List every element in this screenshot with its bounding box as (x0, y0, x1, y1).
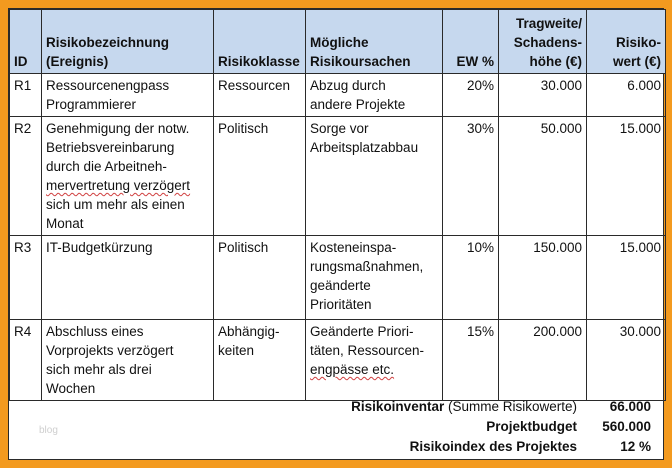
cell-probability: 15% (443, 320, 499, 401)
cell-probability: 20% (443, 74, 499, 117)
cell-id: R3 (10, 236, 42, 320)
summary-row-inventory (9, 397, 663, 417)
cell-impact: 150.000 (499, 236, 587, 320)
cell-probability: 10% (443, 236, 499, 320)
risk-table-sheet (8, 8, 664, 460)
summary-label: Risikoinventar (Summe Risikowerte) (351, 399, 577, 414)
summary-value: 66.000 (609, 399, 651, 414)
cell-id: R4 (10, 320, 42, 401)
table-row (10, 74, 666, 117)
cell-risk-value: 15.000 (587, 117, 666, 236)
summary-label: Risikoindex des Projektes (409, 439, 577, 454)
cell-risk-class: Politisch (214, 117, 306, 236)
cell-causes: Sorge vor Arbeitsplatzabbau (306, 117, 443, 236)
header-row (10, 10, 666, 74)
table-row (10, 117, 666, 236)
cell-risk-class: Politisch (214, 236, 306, 320)
cell-risk-value: 30.000 (587, 320, 666, 401)
cell-risk-name: Abschluss eines Vorprojekts verzögert sich mehr als drei Wochen (42, 320, 214, 401)
col-probability: EW % (443, 10, 499, 74)
cell-risk-name: Ressourcenengpass Programmierer (42, 74, 214, 117)
table-row (10, 320, 666, 401)
col-risk-name: Risikobezeichnung (Ereignis) (42, 10, 214, 74)
summary-block (9, 397, 663, 457)
summary-label: Projektbudget (486, 419, 577, 434)
col-risk-class: Risikoklasse (214, 10, 306, 74)
cell-risk-class: Ressourcen (214, 74, 306, 117)
cell-impact: 30.000 (499, 74, 587, 117)
summary-row-budget (9, 417, 663, 437)
cell-risk-name: Genehmigung der notw. Betriebsvereinbarung durch die Arbeitneh- mervertretung verzögert sich um mehr als einen Monat (42, 117, 214, 236)
cell-risk-class: Abhängig- keiten (214, 320, 306, 401)
cell-risk-value: 15.000 (587, 236, 666, 320)
risk-table (9, 9, 666, 401)
table-row (10, 236, 666, 320)
cell-probability: 30% (443, 117, 499, 236)
cell-id: R1 (10, 74, 42, 117)
col-id: ID (10, 10, 42, 74)
cell-impact: 200.000 (499, 320, 587, 401)
cell-causes: Abzug durch andere Projekte (306, 74, 443, 117)
watermark: blog (39, 425, 58, 436)
col-impact: Tragweite/ Schadens- höhe (€) (499, 10, 587, 74)
cell-id: R2 (10, 117, 42, 236)
cell-risk-name: IT-Budgetkürzung (42, 236, 214, 320)
summary-value: 12 % (620, 439, 651, 454)
cell-causes: Geänderte Priori- täten, Ressourcen- engpässe etc. (306, 320, 443, 401)
summary-value: 560.000 (602, 419, 651, 434)
col-risk-value: Risiko- wert (€) (587, 10, 666, 74)
cell-causes: Kosteneinspa- rungsmaßnahmen, geänderte Prioritäten (306, 236, 443, 320)
col-causes: Mögliche Risikoursachen (306, 10, 443, 74)
cell-impact: 50.000 (499, 117, 587, 236)
summary-row-index (9, 437, 663, 457)
cell-risk-value: 6.000 (587, 74, 666, 117)
